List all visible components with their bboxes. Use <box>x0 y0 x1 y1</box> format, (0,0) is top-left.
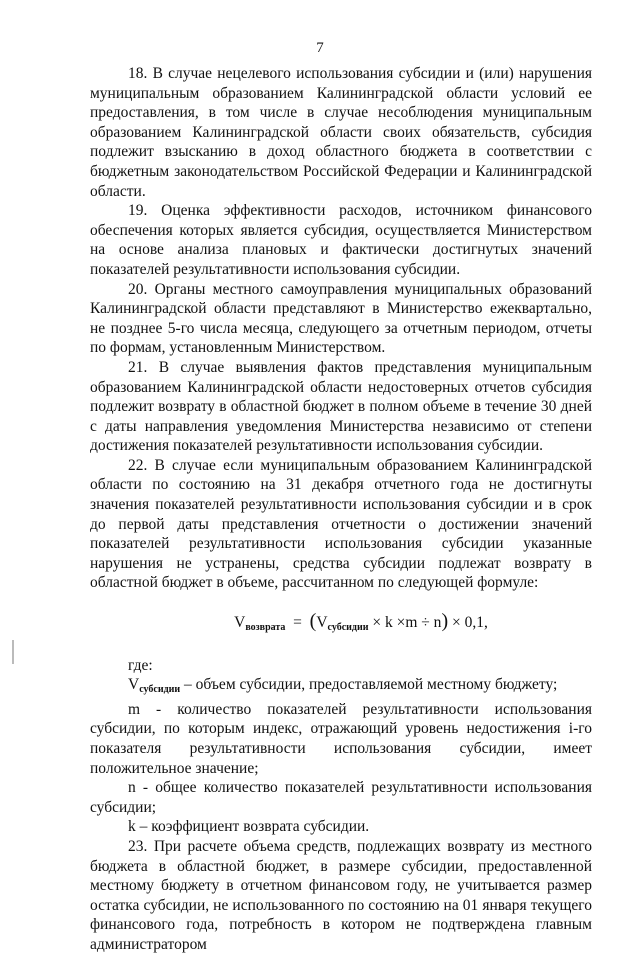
formula-rest: × k ×m ÷ n <box>372 614 442 632</box>
page-number: 7 <box>316 40 324 56</box>
definition-k: k – коэффициент возврата субсидии. <box>128 818 370 836</box>
paragraph-21: 21. В случае выявления фактов представления муниципальным образованием Калининградской области недостоверных отчетов субсидия подлежит возврату в областной бюджет в полном объеме в течение 30 дней с даты направления уведомления Министерства независимо от степени достижения показателей результативности использования субсидии. <box>90 358 592 455</box>
paragraph-23: 23. При расчете объема средств, подлежащих возврату из местного бюджета в областной бюджет, в размере субсидии, предоставленной местному бюджету в отчетном финансовом году, не учитывается размер остатка субсидии, не использованного по состоянию на 01 января текущего финансового года, потребность в котором не подтверждена главным администратором <box>90 837 592 953</box>
paragraph-19: 19. Оценка эффективности расходов, источником финансового обеспечения которых является субсидия, осуществляется Министерством на основе анализа плановых и фактически достигнутых значений показателей результативности использования субсидии. <box>90 202 592 278</box>
formula-v-return: V <box>234 614 246 632</box>
paragraph-20: 20. Органы местного самоуправления муниципальных образований Калининградской области представляют в Министерство ежеквартально, не позднее 5-го числа месяца, следующего за отчетным периодом, отчеты по формам, установленным Министерством. <box>90 280 592 357</box>
formula-v-subsidy-sub: субсидии <box>327 622 369 634</box>
formula-tail: × 0,1, <box>451 614 488 632</box>
definition-v-sub: субсидии <box>139 684 181 696</box>
definition-v <box>90 675 592 700</box>
formula-equals: = <box>293 614 302 632</box>
definition-v-text: – объем субсидии, предоставляемой местному бюджету; <box>180 676 558 694</box>
paragraph-18: 18. В случае нецелевого использования субсидии и (или) нарушения муниципальным образованием Калининградской области условий ее предоставления, в том числе в случае несоблюдения муниципальным образованием Калининградской области своих обязательств, субсидия подлежит взысканию в доход областного бюджета в соответствии с бюджетным законодательством Российской Федерации и Калининградской области. <box>90 65 592 200</box>
definition-v-symbol: V <box>128 676 140 694</box>
margin-mark <box>12 640 14 664</box>
formula-v-subsidy: V <box>316 614 328 632</box>
formula-close-paren: ) <box>441 610 449 633</box>
where-label: где: <box>128 656 153 674</box>
formula-open-paren: ( <box>309 610 317 633</box>
paragraph-22: 22. В случае если муниципальным образованием Калининградской области по состоянию на 31 декабря отчетного года не достигнуты значения показателей результативности использования субсидии и в срок до первой даты представления отчетности о достижении значений показателей результативности использования субсидии указанные нарушения не устранены, средства субсидии подлежат возврату в областной бюджет в объеме, рассчитанном по следующей формуле: <box>90 456 592 592</box>
formula-v-return-sub: возврата <box>245 622 286 634</box>
return-formula <box>130 612 592 638</box>
definition-m: m - количество показателей результативности использования субсидии, по которым индекс, отражающий уровень недостижения i-го показателя результативности использования субсидии, имеет положительное значение; <box>90 700 592 777</box>
document-body <box>90 64 592 955</box>
definition-n: n - общее количество показателей результативности использования субсидии; <box>90 779 592 816</box>
